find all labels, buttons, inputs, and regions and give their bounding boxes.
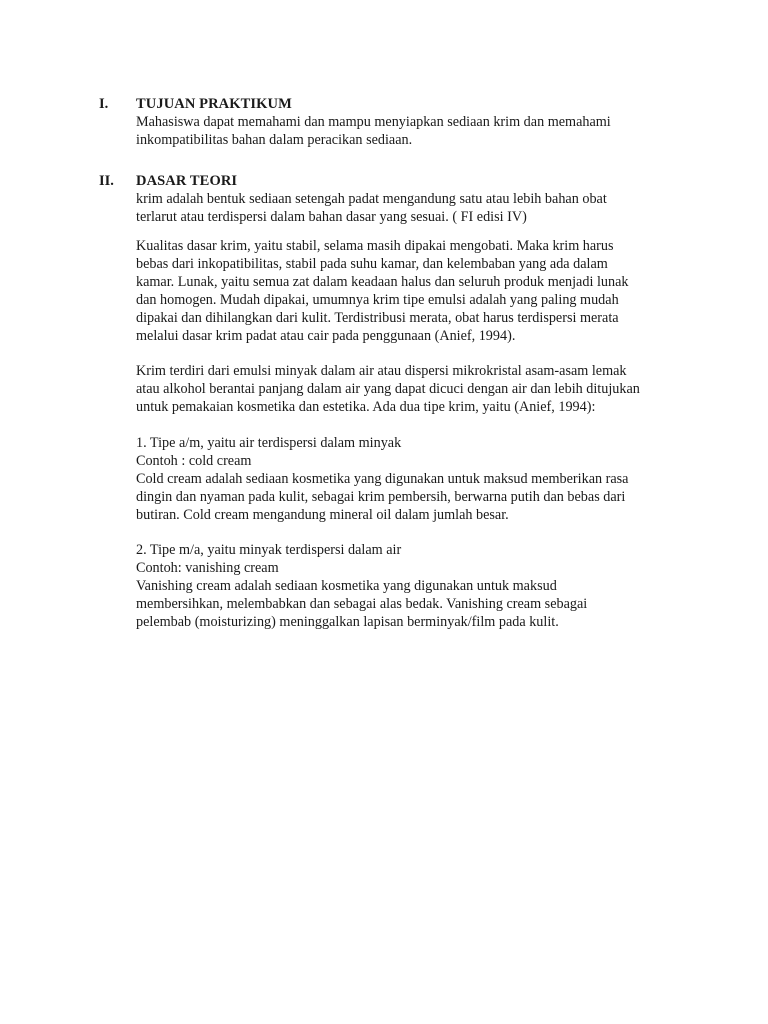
text-line: inkompatibilitas bahan dalam peracikan sediaan. xyxy=(136,132,413,148)
text-line: Krim terdiri dari emulsi minyak dalam air atau dispersi mikrokristal asam-asam lemak xyxy=(136,363,627,379)
paragraph xyxy=(136,113,681,149)
text-line: untuk pemakaian kosmetika dan estetika. Ada dua tipe krim, yaitu (Anief, 1994): xyxy=(136,399,596,415)
text-line: atau alkohol berantai panjang dalam air yang dapat dicuci dengan air dan lebih ditujukan xyxy=(136,381,640,397)
text-line: Kualitas dasar krim, yaitu stabil, selama masih dipakai mengobati. Maka krim harus xyxy=(136,238,614,254)
paragraph xyxy=(136,541,681,631)
text-line: Vanishing cream adalah sediaan kosmetika yang digunakan untuk maksud xyxy=(136,578,557,594)
text-line: 1. Tipe a/m, yaitu air terdispersi dalam minyak xyxy=(136,435,402,451)
text-line: Cold cream adalah sediaan kosmetika yang digunakan untuk maksud memberikan rasa xyxy=(136,471,629,487)
text-line: bebas dari inkopatibilitas, stabil pada suhu kamar, dan kelembaban yang ada dalam xyxy=(136,256,608,272)
paragraph xyxy=(136,434,681,524)
section-title: DASAR TEORI xyxy=(136,173,238,189)
text-line: terlarut atau terdispersi dalam bahan dasar yang sesuai. ( FI edisi IV) xyxy=(136,209,527,225)
text-line: kamar. Lunak, yaitu semua zat dalam keadaan halus dan seluruh produk menjadi lunak xyxy=(136,274,629,290)
text-line: membersihkan, melembabkan dan sebagai alas bedak. Vanishing cream sebagai xyxy=(136,596,588,612)
text-line: dingin dan nyaman pada kulit, sebagai krim pembersih, berwarna putih dan bebas dari xyxy=(136,489,626,505)
paragraph xyxy=(136,362,681,416)
text-line: Contoh: vanishing cream xyxy=(136,560,279,576)
section-number: I. xyxy=(99,96,109,112)
section-title: TUJUAN PRAKTIKUM xyxy=(136,96,292,112)
text-line: dan homogen. Mudah dipakai, umumnya krim tipe emulsi adalah yang paling mudah xyxy=(136,292,619,308)
text-line: Mahasiswa dapat memahami dan mampu menyiapkan sediaan krim dan memahami xyxy=(136,114,611,130)
paragraph xyxy=(136,190,681,226)
paragraph xyxy=(136,237,681,345)
text-line: 2. Tipe m/a, yaitu minyak terdispersi dalam air xyxy=(136,542,402,558)
section-number: II. xyxy=(99,173,114,189)
text-line: Contoh : cold cream xyxy=(136,453,252,469)
text-line: pelembab (moisturizing) meninggalkan lapisan berminyak/film pada kulit. xyxy=(136,614,559,630)
text-line: butiran. Cold cream mengandung mineral oil dalam jumlah besar. xyxy=(136,507,509,523)
text-line: melalui dasar krim padat atau cair pada penggunaan (Anief, 1994). xyxy=(136,328,516,344)
text-line: dipakai dan dihilangkan dari kulit. Terdistribusi merata, obat harus terdispersi merata xyxy=(136,310,619,326)
text-line: krim adalah bentuk sediaan setengah padat mengandung satu atau lebih bahan obat xyxy=(136,191,607,207)
